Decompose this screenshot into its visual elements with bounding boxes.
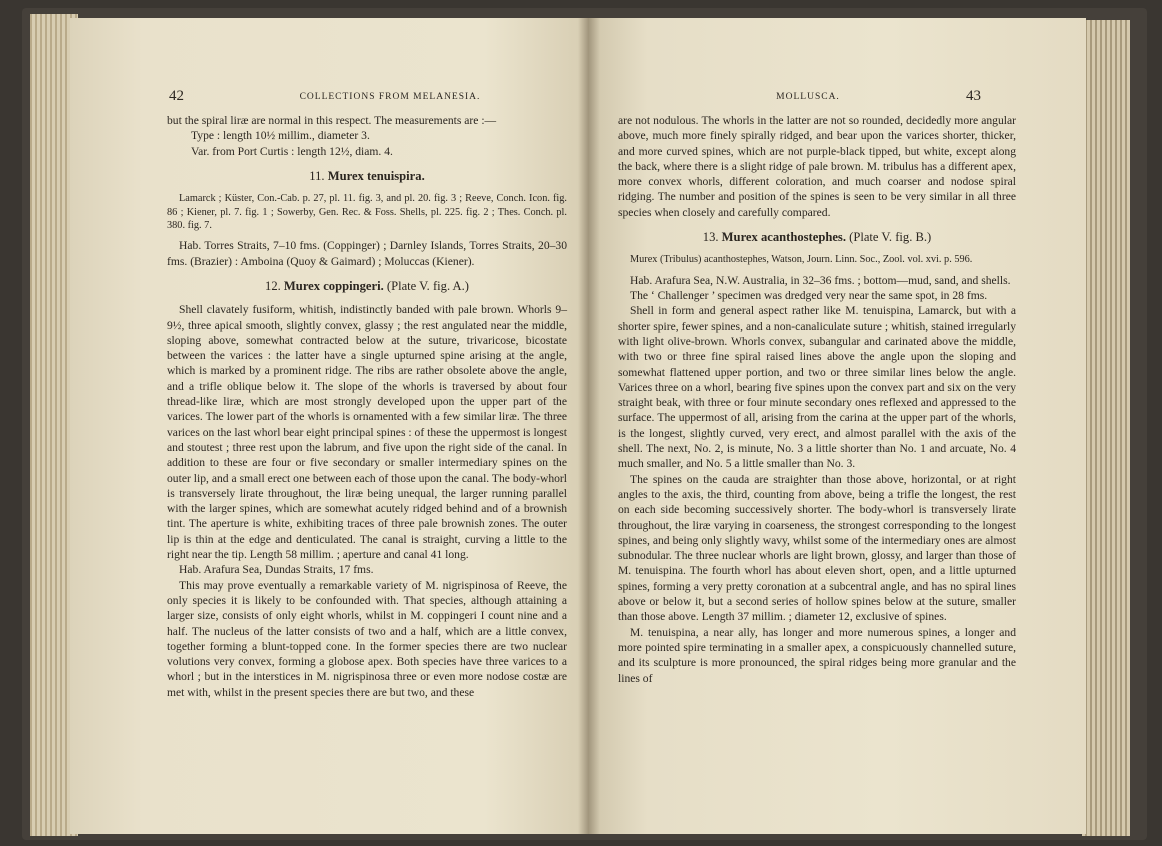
section-11-heading <box>167 169 567 184</box>
right-page <box>588 18 1086 834</box>
left-page <box>70 18 588 834</box>
section-13-challenger-note: The ‘ Challenger ’ specimen was dredged very near the same spot, in 28 fms. <box>630 289 988 303</box>
section-11-synonymy: Lamarck ; Küster, Con.-Cab. p. 27, pl. 11. fig. 3, and pl. 20. fig. 3 ; Reeve, Conch. Icon. fig. 86 ; Kiener, pl. 7. fig. 1 ; Sowerby, Gen. Rec. & Foss. Shells, pl. 225. fig. 2 ; Thes. Conch. pl. 380. fig. 7. <box>167 193 567 231</box>
section-13-species: Murex acanthostephes. <box>721 230 846 245</box>
section-13-plate-ref: (Plate V. fig. B.) <box>849 230 932 245</box>
section-13-heading <box>618 230 1016 245</box>
right-page-edges <box>1082 20 1130 836</box>
section-13-description: Shell in form and general aspect rather like M. tenuispina, Lamarck, but with a shorter spire, fewer spines, and a non-canaliculate suture ; whitish, stained irregularly with light olive-brown. Whorls convex, subangular and carinated above the middle, with two or three fine spiral raised lines above the angle upon the sloping and somewhat flattened upper portion, and two or three similar lines below the angle. Varices three on a whorl, bearing five spines upon the convex part and six on the very straight beak, with three or four minute secondary ones reflexed and appressed to the surface. The uppermost of all, arising from the carina at the upper part of the whorls, is the longest, slightly curved, very erect, and almost parallel with the axis of the shell. The next, No. 2, is minute, No. 3 a little shorter than No. 1 and arcuate, No. 4 much smaller, and No. 5 a little smaller than No. 3. <box>618 304 1016 471</box>
section-12-remarks: This may prove eventually a remarkable variety of M. nigrispinosa of Reeve, the only species it is likely to be confounded with. That species, although attaining a larger size, consists of only eight whorls, whilst in M. coppingeri I count nine and a half. The nucleus of the latter consists of two and a half, which are a little convex, together forming a blunt-topped cone. In the former species there are two nuclear volutions very convex, forming a globose apex. Both species have three varices to a whorl ; but in the interstices in M. nigrispinosa three or even more nodose costæ are met with, whilst in the present species there are but two, and these <box>167 578 567 699</box>
section-11-number: 11. <box>309 168 325 183</box>
section-12-number: 12. <box>265 279 281 293</box>
right-running-title: MOLLUSCA. <box>776 92 840 102</box>
section-12-plate-ref: (Plate V. fig. A.) <box>386 279 469 293</box>
measurement-type: Type : length 10½ millim., diameter 3. <box>191 129 370 143</box>
section-12-description: Shell clavately fusiform, whitish, indistinctly banded with pale brown. Whorls 9–9½, three apical smooth, slightly convex, glassy ; the rest angulated near the middle, sloping above, somewhat contracted below at the suture, trivaricose, bicostate between the varices : the latter have a single upturned spine arising at the angle, which is marked by a prominent ridge. The ribs are rather obsolete above the angle, and a trifle oblique below it. The slope of the whorls is traversed by about four thread-like liræ, which are most strongly developed upon the upper part of the varices. The lower part of the whorls is ornamented with a few similar liræ. The three varices on the last whorl bear eight principal spines : of these the uppermost is longest and stoutest ; three rest upon the labrum, and five upon the right side of the canal. In addition to these are four or five secondary or smaller intermediary spines on the outer lip, and a small erect one between each of those upon the canal. The body-whorl is transversely lirate throughout, the liræ being unequal, the larger running parallel with the larger spines, which are somewhat acutely ridged behind and of a brownish tint. The aperture is white, exhibiting traces of three pale brownish zones. The outer lip is thin at the edge and denticulated. The canal is straight, curving a little to the right near the tip. Length 58 millim. ; aperture and canal 41 long. <box>167 303 567 562</box>
left-page-number: 42 <box>169 88 184 104</box>
left-running-title: COLLECTIONS FROM MELANESIA. <box>299 92 481 102</box>
right-body <box>618 113 1016 686</box>
right-page-number: 43 <box>966 88 981 104</box>
section-12-habitat: Hab. Arafura Sea, Dundas Straits, 17 fms. <box>179 563 374 577</box>
section-13-spines: The spines on the cauda are straighter than those above, horizontal, or at right angles to the axis, the third, counting from above, being a trifle the longest, the rest on each side becoming successively shorter. The body-whorl is transversely lirate throughout, the liræ varying in coarseness, the strongest corresponding to the longest spines, and being only slightly wavy, whilst some of the intermediary ones are almost subnodular. The three nuclear whorls are light brown, glossy, and larger than those of M. tenuispina. The fourth whorl has about eleven short, open, and a little upturned spines, forming a very pretty coronation at a subcentral angle, and has no spiral lines above or below it, but a second series of hollow spines below at the suture, smaller than those above. Length 37 millim. ; diameter 12, exclusive of spines. <box>618 472 1016 624</box>
section-12-heading <box>167 279 567 294</box>
section-12-species: Murex coppingeri. <box>283 279 384 293</box>
section-13-number: 13. <box>702 230 719 245</box>
section-11-habitat: Hab. Torres Straits, 7–10 fms. (Coppinger) ; Darnley Islands, Torres Straits, 20–30 fms. (Brazier) : Amboina (Quoy & Gaimard) ; Moluccas (Kiener). <box>167 239 567 268</box>
measurement-variety: Var. from Port Curtis : length 12½, diam. 4. <box>191 144 393 158</box>
continued-remarks: are not nodulous. The whorls in the latter are not so rounded, decidedly more angular above, much more finely spirally ridged, and bear upon the varices shorter, thicker, and more curved spines, which are not purple-black tipped, but white, except along the back, where there is a slight ridge of pale brown. M. tribulus has a different apex, more convex whorls, different coloration, and much coarser and nodose spiral ridging. The number and position of the spines is seen to be very similar in all three species when closely and carefully compared. <box>618 114 1016 219</box>
intro-text: but the spiral liræ are normal in this respect. The measurements are :— <box>167 114 497 127</box>
left-body <box>167 113 567 700</box>
book-gutter <box>578 18 600 834</box>
section-13-habitat: Hab. Arafura Sea, N.W. Australia, in 32–36 fms. ; bottom—mud, sand, and shells. <box>630 273 1011 287</box>
section-11-species: Murex tenuispira. <box>327 168 425 183</box>
section-13-synonymy: Murex (Tribulus) acanthostephes, Watson, Journ. Linn. Soc., Zool. vol. xvi. p. 596. <box>630 254 973 266</box>
section-13-comparison: M. tenuispina, a near ally, has longer and more numerous spines, a longer and more pointed spire terminating in a smaller apex, a conspicuously channelled suture, and its sculpture is more pronounced, the spiral ridges being more granular and the lines of <box>618 625 1016 685</box>
